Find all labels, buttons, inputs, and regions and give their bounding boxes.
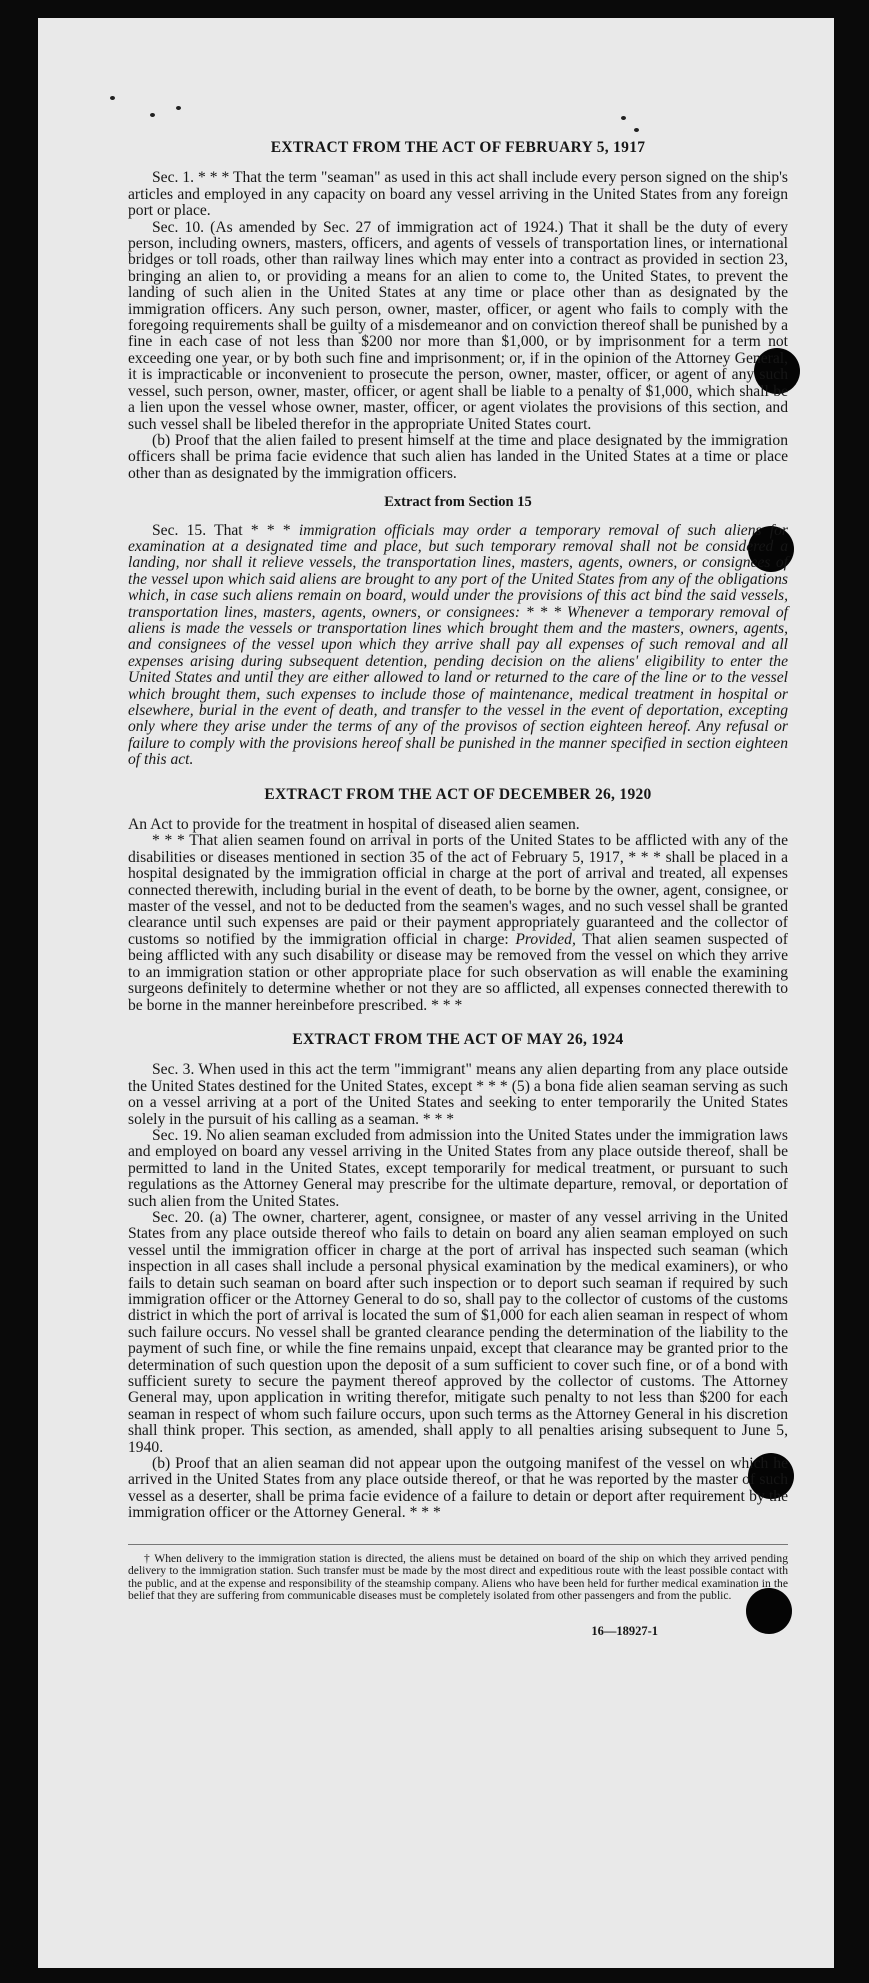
heading-act-dec-1920: EXTRACT FROM THE ACT OF DECEMBER 26, 1920 bbox=[264, 785, 652, 803]
scan-speck bbox=[150, 113, 155, 117]
footnote bbox=[128, 1544, 788, 1603]
scan-speck bbox=[176, 106, 181, 110]
section-10b-text: (b) Proof that the alien failed to present himself at the time and place designated by the immigration officers shall be prima facie evidence that such alien has landed in the United States at a time or place other than as designated by the immigration officers. bbox=[128, 431, 788, 482]
section-20-text: Sec. 20. (a) The owner, charterer, agent, consignee, or master of any vessel arriving in the United States from any place outside thereof who fails to detain on board any alien seaman employed on such vessel until the immigration officer in charge at the port of arrival has inspected such seaman (which inspection in all cases shall include a personal physical examination by the medical examiners), or who fails to detain such seaman on board after such inspection or to deport such seaman if required by such immigration officer or the Attorney General to do so, shall pay to the collector of customs of the customs district in which the port of arrival is located the sum of $1,000 for each alien seaman in respect of whom such failure occurs. No vessel shall be granted clearance pending the determination of the liability to the payment of such fine, or while the fine remains unpaid, except that clearance may be granted prior to the determination of such question upon the deposit of a sum sufficient to cover such fine, or of a bond with sufficient surety to secure the payment thereof approved by the collector of customs. The Attorney General may, upon application in writing therefor, mitigate such penalty to not less than $200 for each seaman in respect of whom such failure occurs, upon such terms as the Attorney General in his discretion shall think proper. This section, as amended, shall apply to all penalties arising subsequent to June 5, 1940. bbox=[128, 1208, 788, 1456]
section-3-text: Sec. 3. When used in this act the term "immigrant" means any alien departing from any place outside the United States destined for the United States, except * * * (5) a bona fide alien seaman serving as such on a vessel arriving at a port of the United States and seeking to enter temporarily the United States solely in the pursuit of his calling as a seaman. * * * bbox=[128, 1061, 788, 1128]
section-1-text: Sec. 1. * * * That the term "seaman" as used in this act shall include every person signed on the ship's articles and employed in any capacity on board any vessel arriving in the United States from any foreign port or place. bbox=[128, 169, 788, 220]
document-body bbox=[128, 140, 788, 1639]
section-20b-text: (b) Proof that an alien seaman did not appear upon the outgoing manifest of the vessel on which he arrived in the United States from any place outside thereof, or that he was reported by the master of such vessel as a deserter, shall be prima facie evidence of a failure to detain or deport after requirement by the immigration officer or the Attorney General. * * * bbox=[128, 1455, 788, 1522]
section-15-lead: Sec. 15. That * * * bbox=[152, 521, 299, 539]
section-10-text: Sec. 10. (As amended by Sec. 27 of immigration act of 1924.) That it shall be the duty of every person, including owners, masters, officers, and agents of vessels of transportation lines, or international bridges or toll roads, other than railway lines which may enter into a contract as provided in section 23, bringing an alien to, or providing a means for an alien to come to, the United States, to prevent the landing of such alien in the United States at any time or place other than as designated by the immigration officers. Any such person, owner, master, officer, or agent who fails to comply with the foregoing requirements shall be guilty of a misdemeanor and on conviction thereof shall be punished by a fine in each case of not less than $200 nor more than $1,000, or by imprisonment for a term not exceeding one year, or by both such fine and imprisonment; or, if in the opinion of the Attorney General, it is impracticable or inconvenient to prosecute the person, owner, master, officer, or agent of any such vessel, such person, owner, master, officer, or agent shall be liable to a penalty of $1,000, which shall be a lien upon the vessel whose owner, master, officer, or agent violates the provisions of this section, and such vessel shall be libeled therefor in the appropriate United States court. bbox=[128, 218, 788, 433]
subheading-section-15: Extract from Section 15 bbox=[384, 494, 532, 511]
document-page bbox=[38, 18, 834, 1968]
heading-act-feb-1917: EXTRACT FROM THE ACT OF FEBRUARY 5, 1917 bbox=[270, 139, 646, 156]
scan-speck bbox=[621, 116, 626, 120]
act-1920-part-1: * * * That alien seamen found on arrival in ports of the United States to be afflicted with any of the disabilities or diseases mentioned in section 35 of the act of February 5, 1917, * * * shall be placed in a hospital designated by the immigration official in charge at the port of arrival and treated, all expenses connected therewith, including burial in the event of death, to be borne by the owner, agent, consignee, or master of the vessel, and not to be deducted from the seamen's wages, and no such vessel shall be granted clearance until such expenses are paid or their payment appropriately guaranteed and the collector of customs so notified by the immigration official in charge: bbox=[128, 832, 788, 948]
heading-act-may-1924: EXTRACT FROM THE ACT OF MAY 26, 1924 bbox=[292, 1030, 624, 1048]
section-19-text: Sec. 19. No alien seaman excluded from admission into the United States under the immigration laws and employed on board any vessel arriving in the United States from any place outside thereof, shall be permitted to land in the United States, except temporarily for medical treatment, or pursuant to such regulations as the Attorney General may prescribe for the ultimate departure, removal, or deportation of such alien from the United States. bbox=[128, 1126, 788, 1210]
scan-speck bbox=[110, 96, 115, 100]
act-1920-title: An Act to provide for the treatment in hospital of diseased alien seamen. bbox=[128, 816, 580, 834]
publication-number: 16—18927-1 bbox=[591, 1624, 658, 1639]
footnote-text: † When delivery to the immigration station is directed, the aliens must be detained on board of the ship on which they arrived pending delivery to the immigration station. Such transfer must be made by the most direct and expeditious route with the least possible contact with the public, and at the expense and responsibility of the steamship company. Aliens who have been held for further medical examination in the belief that they are suffering from communicable diseases must be completely isolated from other passengers and from the public. bbox=[128, 1551, 788, 1603]
act-1920-part-2: That alien seamen suspected of being afflicted with any such disability or disease may be removed from the vessel on which they arrive to an immigration station or other appropriate place for such observation as will enable the examining surgeons definitely to determine whether or not they are so afflicted, all expenses connected therewith to be borne in the manner hereinbefore prescribed. * * * bbox=[128, 930, 788, 1014]
section-15-text bbox=[128, 523, 788, 769]
scan-speck bbox=[634, 128, 639, 132]
section-15-italic: immigration officials may order a temporary removal of such aliens for examination at a designated time and place, but such temporary removal shall not be considered a landing, nor shall it relieve vessels, the transportation lines, masters, agents, owners, or consignees of the vessel upon which said aliens are brought to any port of the United States from any of the obligations which, in case such aliens remain on board, would under the provisions of this act bind the said vessels, transportation lines, masters, agents, owners, or consignees: * * * Whenever a temporary removal of aliens is made the vessels or transportation lines which brought them and the masters, owners, agents, and consignees of the vessel upon which they arrive shall pay all expenses of such removal and all expenses arising during subsequent detention, pending decision on the aliens' eligibility to enter the United States and until they are either allowed to land or returned to the care of the line or to the vessel which brought them, such expenses to include those of maintenance, medical treatment in hospital or elsewhere, burial in the event of death, and transfer to the vessel in the event of deportation, excepting only where they arise under the terms of any of the provisos of section eighteen hereof. Any refusal or failure to comply with the provisions hereof shall be punished in the manner specified in section eighteen of this act. bbox=[128, 521, 788, 769]
act-1920-provided: Provided, bbox=[515, 930, 576, 948]
act-1920-text bbox=[128, 833, 788, 1013]
